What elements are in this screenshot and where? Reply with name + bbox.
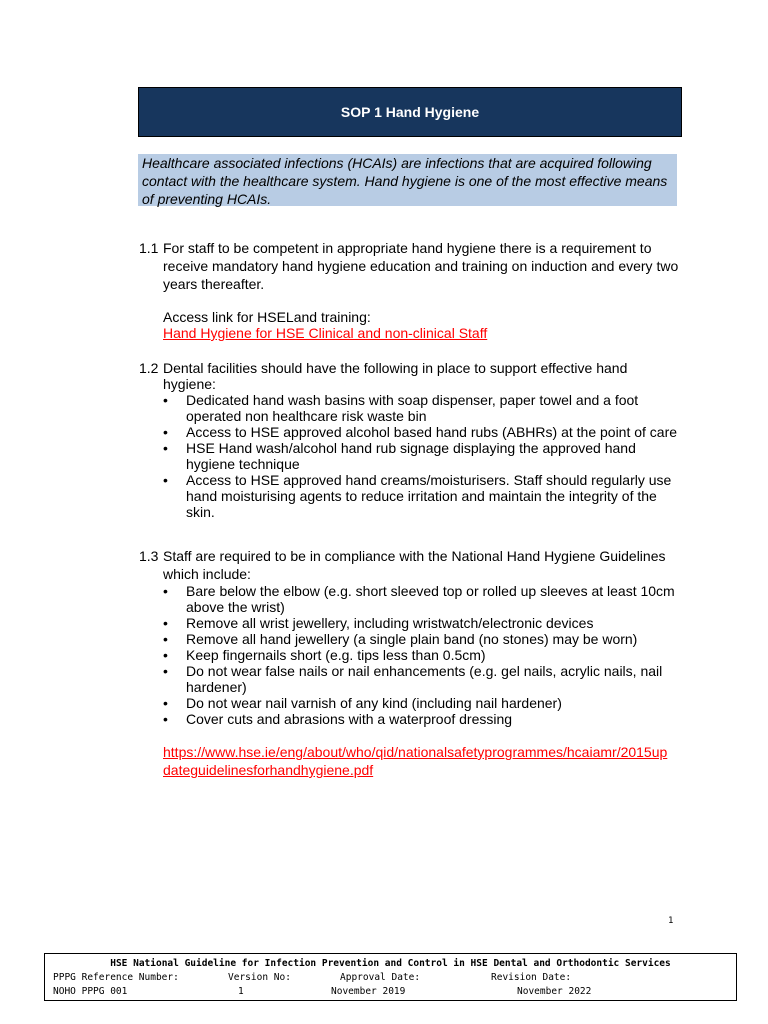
section-1-1: [139, 239, 684, 341]
bullet-text: Do not wear nail varnish of any kind (including nail hardener): [186, 695, 562, 711]
list-item: [163, 711, 684, 727]
bullet-mark: •: [163, 615, 168, 631]
revision-value: November 2022: [517, 986, 592, 997]
bullet-list: [139, 392, 684, 520]
bullet-text: Dedicated hand wash basins with soap dispenser, paper towel and a foot operated non healthcare risk waste bin: [186, 392, 639, 424]
approval-label: Approval Date:: [340, 972, 421, 983]
bullet-text: Access to HSE approved hand creams/moisturisers. Staff should regularly use hand moisturising agents to reduce irritation and maintain the integrity of the skin.: [186, 472, 672, 520]
list-item: [163, 440, 684, 472]
bullet-mark: •: [163, 663, 168, 679]
url-line-2: dateguidelinesforhandhygiene.pdf: [163, 762, 374, 778]
bullet-mark: •: [163, 392, 168, 408]
sop-title-bar: [138, 87, 682, 137]
bullet-text: Access to HSE approved alcohol based hand rubs (ABHRs) at the point of care: [186, 424, 678, 440]
bullet-mark: •: [163, 631, 168, 647]
section-text: For staff to be competent in appropriate hand hygiene there is a requirement to receive mandatory hand hygiene education and training on induction and every two years thereafter.: [163, 240, 679, 292]
ref-label: PPPG Reference Number:: [53, 972, 179, 983]
section-number: 1.2: [139, 360, 159, 376]
bullet-mark: •: [163, 695, 168, 711]
bullet-text: HSE Hand wash/alcohol hand rub signage displaying the approved hand hygiene technique: [186, 440, 636, 472]
list-item: [163, 663, 684, 695]
bullet-mark: •: [163, 583, 168, 599]
section-number: 1.3: [139, 548, 159, 564]
bullet-text: Bare below the elbow (e.g. short sleeved top or rolled up sleeves at least 10cm above the wrist): [186, 583, 675, 615]
footer-title: HSE National Guideline for Infection Prevention and Control in HSE Dental and Orthodontic Services: [110, 958, 671, 969]
list-item: [163, 472, 684, 520]
intro-callout: Healthcare associated infections (HCAIs) are infections that are acquired following contact with the healthcare system. Hand hygiene is one of the most effective means of preventing HCAIs.: [138, 154, 677, 206]
list-item: [163, 631, 684, 647]
section-number: 1.1: [139, 240, 159, 256]
section-1-2: [139, 360, 684, 520]
section-text: Staff are required to be in compliance with the National Hand Hygiene Guidelines which include:: [163, 548, 666, 582]
bullet-mark: •: [163, 647, 168, 663]
ref-value: NOHO PPPG 001: [53, 986, 128, 997]
bullet-mark: •: [163, 711, 168, 727]
bullet-list: [139, 583, 684, 727]
list-item: [163, 647, 684, 663]
list-item: [163, 583, 684, 615]
page-number: 1: [668, 916, 674, 926]
url-line-1: https://www.hse.ie/eng/about/who/qid/nationalsafetyprogrammes/hcaiamr/2015up: [163, 744, 668, 760]
section-text: Dental facilities should have the following in place to support effective hand hygiene:: [163, 360, 628, 392]
page-title: SOP 1 Hand Hygiene: [340, 104, 480, 120]
revision-label: Revision Date:: [491, 972, 572, 983]
guidelines-url-link[interactable]: [163, 744, 667, 778]
bullet-text: Remove all hand jewellery (a single plain band (no stones) may be worn): [186, 631, 638, 647]
document-footer: [44, 953, 737, 1001]
list-item: [163, 392, 684, 424]
bullet-text: Remove all wrist jewellery, including wristwatch/electronic devices: [186, 615, 594, 631]
bullet-text: Do not wear false nails or nail enhancements (e.g. gel nails, acrylic nails, nail hardener): [186, 663, 663, 695]
version-label: Version No:: [228, 972, 291, 983]
list-item: [163, 615, 684, 631]
version-value: 1: [238, 986, 244, 997]
bullet-mark: •: [163, 424, 168, 440]
access-label: Access link for HSELand training:: [163, 309, 371, 325]
list-item: [163, 424, 684, 440]
bullet-mark: •: [163, 472, 168, 488]
hseland-training-link[interactable]: Hand Hygiene for HSE Clinical and non-clinical Staff: [163, 325, 488, 341]
approval-value: November 2019: [331, 986, 406, 997]
section-1-3: [139, 547, 684, 779]
list-item: [163, 695, 684, 711]
bullet-text: Cover cuts and abrasions with a waterproof dressing: [186, 711, 513, 727]
bullet-text: Keep fingernails short (e.g. tips less than 0.5cm): [186, 647, 486, 663]
bullet-mark: •: [163, 440, 168, 456]
